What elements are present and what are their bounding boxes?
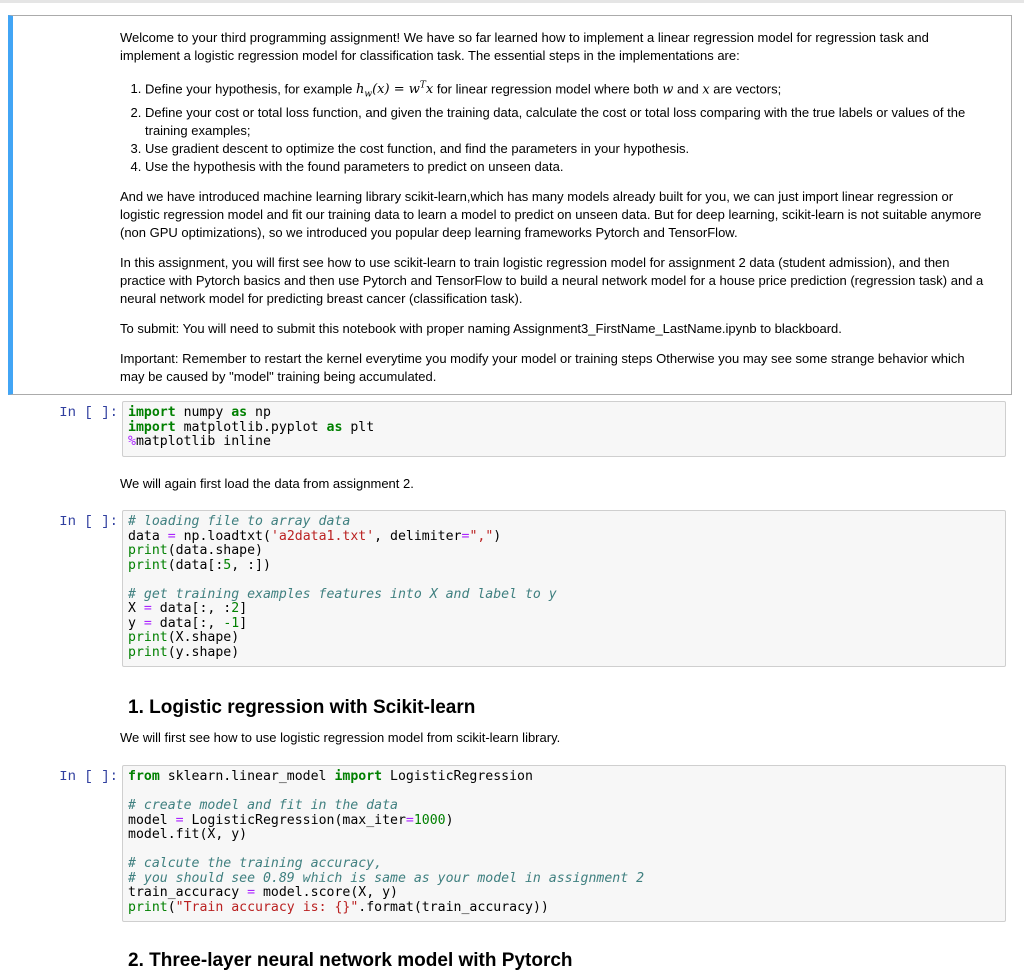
intro-paragraph-5: Important: Remember to restart the kernel everytime you modify your model or training steps Otherwise you may see some strange behavior which may be caused by "model" training being accumulated.: [120, 350, 965, 384]
code-cell-imports[interactable]: import numpy as np import matplotlib.pyplot as plt %matplotlib inline: [122, 401, 1006, 457]
step-4: 4. Use the hypothesis with the found parameters to predict on unseen data.: [145, 158, 990, 176]
code-cell-load-data[interactable]: # loading file to array data data = np.loadtxt('a2data1.txt', delimiter=",") print(data.shape) print(data[:5, :]) # get training examples features into X and label to y X = data[:, :2] y = data[:, -1] print(X.shape) print(y.shape): [122, 510, 1006, 667]
intro-paragraph-4: To submit: You will need to submit this notebook with proper naming Assignment3_FirstName_LastName.ipynb to blackboard.: [120, 320, 842, 336]
step-2: 2. Define your cost or total loss function, and given the training data, calculate the cost or total loss comparing with the true labels or values of the training examples;: [145, 104, 990, 140]
step-3: 3. Use gradient descent to optimize the cost function, and find the parameters in your hypothesis.: [145, 140, 990, 158]
cell-prompt: In [ ]:: [59, 514, 118, 530]
cell-prompt: In [ ]:: [59, 769, 118, 785]
sklearn-intro-text: We will first see how to use logistic regression model from scikit-learn library.: [120, 730, 561, 745]
load-data-text: We will again first load the data from assignment 2.: [120, 476, 414, 491]
cell-prompt: In [ ]:: [59, 405, 118, 421]
intro-paragraph-1: Welcome to your third programming assignment! We have so far learned how to implement a linear regression model for regression task and implement a logistic regression model for classification task. The essential steps in the implementations are:: [120, 30, 929, 63]
intro-paragraph-3: In this assignment, you will first see how to use scikit-learn to train logistic regression model for assignment 2 data (student admission), and then practice with Pytorch basics and then use Pytorch and TensorFlow to build a neural network model for a house price prediction (regression task) and a neural network model for predicting breast cancer (classification task).: [120, 254, 984, 306]
section-heading-pytorch-partial: 2. Three-layer neural network model with Pytorch: [128, 950, 573, 971]
code-cell-sklearn[interactable]: from sklearn.linear_model import LogisticRegression # create model and fit in the data model = LogisticRegression(max_iter=1000) model.fit(X, y) # calcute the training accuracy, # you should see 0.89 which is same as your model in assignment 2 train_accuracy = model.score(X, y) print("Train accuracy is: {}".format(train_accuracy)): [122, 765, 1006, 922]
section-heading-logistic-regression: 1. Logistic regression with Scikit-learn: [128, 697, 476, 718]
steps-list: [120, 77, 990, 176]
intro-text: [120, 29, 990, 386]
intro-paragraph-2: And we have introduced machine learning library scikit-learn,which has many models already built for you, we can just import linear regression or logistic regression model and fit our training data to learn a model to predict on unseen data. But for deep learning, scikit-learn is not suitable anymore (non GPU optimizations), so we introduced you popular deep learning frameworks Pytorch and TensorFlow.: [120, 188, 982, 240]
step-1: 1. Define your hypothesis, for example $h_w(x) = w^Tx$ for linear regression model where both w and x are vectors;: [145, 77, 990, 104]
top-border: [0, 0, 1024, 3]
